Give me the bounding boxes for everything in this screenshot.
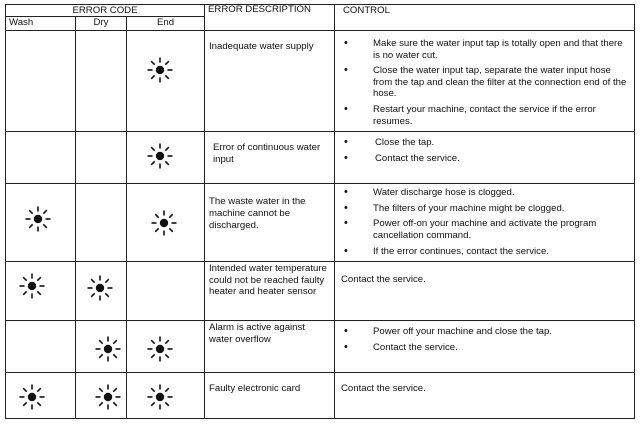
blinking-light-icon: [150, 209, 178, 237]
blinking-light-icon: [86, 274, 114, 302]
end-indicator-cell: [127, 132, 205, 184]
dry-indicator-cell: [76, 373, 127, 419]
control-item: • Water discharge hose is clogged.: [341, 187, 630, 199]
error-description-header: ERROR DESCRIPTION: [205, 5, 335, 31]
error-code-table: [5, 4, 635, 419]
blinking-light-icon: [24, 205, 52, 233]
wash-indicator-cell: [6, 132, 76, 184]
control-item: • If the error continues, contact the service.: [341, 246, 630, 258]
dry-indicator-cell: [76, 184, 127, 262]
wash-header: Wash: [6, 17, 76, 31]
end-indicator-cell: [127, 262, 205, 321]
dry-header: Dry: [76, 17, 127, 31]
table-row: [6, 31, 635, 132]
end-header: End: [127, 17, 205, 31]
error-code-header: ERROR CODE: [6, 5, 205, 17]
control-header: CONTROL: [335, 5, 635, 31]
control-cell: [335, 184, 635, 262]
control-item: • Power off your machine and close the tap.: [341, 326, 630, 338]
control-item: • Close the water input tap, separate the water input hose from the tap and clean the filter at the connection end of the hose.: [341, 65, 630, 100]
control-item: • Power off-on your machine and activate the program cancellation command.: [341, 218, 630, 241]
end-indicator-cell: [127, 31, 205, 132]
error-description: Intended water temperature could not be reached faulty heater and heater sensor: [205, 262, 335, 321]
wash-indicator-cell: [6, 31, 76, 132]
wash-indicator-cell: [6, 184, 76, 262]
error-description: Inadequate water supply: [205, 31, 335, 132]
dry-indicator-cell: [76, 321, 127, 373]
table-row: [6, 321, 635, 373]
table-row: [6, 184, 635, 262]
blinking-light-icon: [146, 142, 174, 170]
control-cell: [335, 373, 635, 419]
dry-indicator-cell: [76, 132, 127, 184]
error-description: Faulty electronic card: [205, 373, 335, 419]
control-cell: [335, 132, 635, 184]
wash-indicator-cell: [6, 262, 76, 321]
dry-indicator-cell: [76, 31, 127, 132]
control-item: • Contact the service.: [341, 342, 630, 354]
table-row: [6, 373, 635, 419]
wash-indicator-cell: [6, 373, 76, 419]
wash-indicator-cell: [6, 321, 76, 373]
control-text: Contact the service.: [341, 274, 426, 286]
blinking-light-icon: [18, 383, 46, 411]
blinking-light-icon: [146, 335, 174, 363]
end-indicator-cell: [127, 373, 205, 419]
control-item: • Contact the service.: [341, 153, 630, 165]
control-text: Contact the service.: [341, 383, 426, 395]
blinking-light-icon: [94, 383, 122, 411]
control-item: • Make sure the water input tap is totally open and that there is no water cut.: [341, 38, 630, 61]
blinking-light-icon: [94, 335, 122, 363]
error-description: The waste water in the machine cannot be discharged.: [205, 184, 335, 262]
control-cell: [335, 31, 635, 132]
control-item: • Close the tap.: [341, 137, 630, 149]
blinking-light-icon: [18, 272, 46, 300]
control-item: • Restart your machine, contact the service if the error resumes.: [341, 104, 630, 127]
control-cell: [335, 262, 635, 321]
error-description: Alarm is active against water overflow: [205, 321, 335, 373]
control-cell: [335, 321, 635, 373]
end-indicator-cell: [127, 184, 205, 262]
dry-indicator-cell: [76, 262, 127, 321]
end-indicator-cell: [127, 321, 205, 373]
blinking-light-icon: [146, 56, 174, 84]
table-row: [6, 262, 635, 321]
blinking-light-icon: [146, 383, 174, 411]
control-item: • The filters of your machine might be clogged.: [341, 203, 630, 215]
error-description: Error of continuous water input: [205, 132, 335, 184]
table-row: [6, 132, 635, 184]
